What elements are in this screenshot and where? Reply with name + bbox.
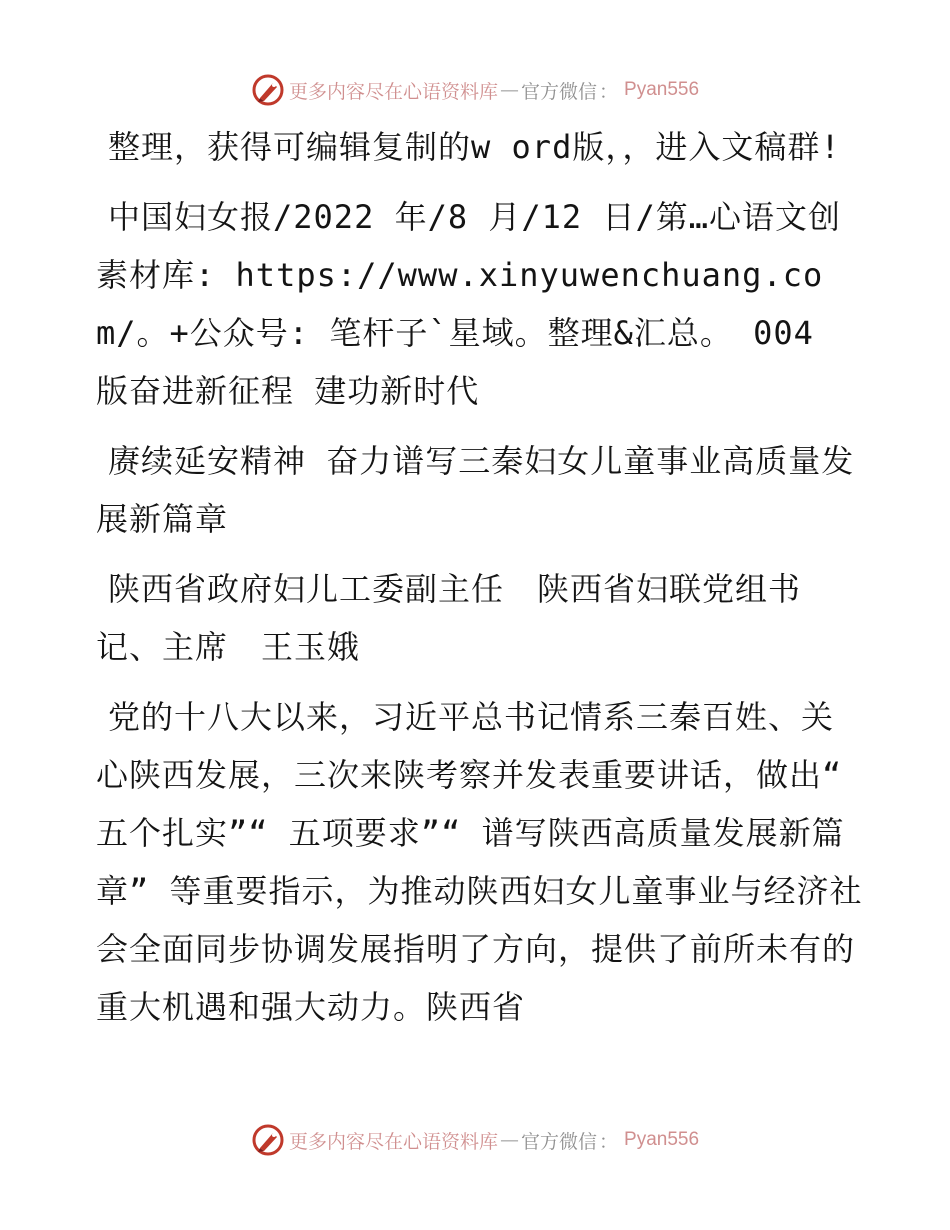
paragraph-body: 党的十八大以来，习近平总书记情系三秦百姓、关心陕西发展，三次来陕考察并发表重要讲话，做出“ 五个扎实”“ 五项要求”“ 谱写陕西高质量发展新篇章” 等重要指示，为推动陕西妇女儿童事业与经济社会全面同步协调发展指明了方向，提供了前所未有的重大机遇和强大动力。陕西省 (96, 698, 863, 1026)
banner-label: 更多内容尽在心语资料库 (288, 80, 498, 103)
paragraph-headline: 赓续延安精神 奋力谱写三秦妇女儿童事业高质量发展新篇章 (96, 442, 855, 538)
banner-wechat-label: 官方微信 (520, 1130, 597, 1153)
paragraph-source: 中国妇女报/2022 年/8 月/12 日/第…心语文创素材库: https://www.xinyuwenchuang.com/。+公众号: 笔杆子`星域。整理&汇总。 004 版奋进新征程 建功新时代 (96, 198, 841, 410)
header-watermark-banner (0, 70, 950, 110)
banner-separator: ： (599, 80, 619, 103)
banner-wechat-label: 官方微信 (520, 80, 597, 103)
pen-logo-icon (251, 73, 285, 107)
pen-logo-icon (251, 1123, 285, 1157)
paragraph-intro: 整理，获得可编辑复制的w ord版，，进入文稿群! (108, 128, 841, 166)
banner-account: Pyan556 (624, 79, 700, 100)
banner-account: Pyan556 (624, 1129, 700, 1150)
banner-separator: ： (599, 1130, 619, 1153)
document-body (96, 118, 866, 1048)
banner-label: 更多内容尽在心语资料库 (288, 1130, 498, 1153)
footer-watermark-banner (0, 1120, 950, 1160)
paragraph-byline: 陕西省政府妇儿工委副主任 陕西省妇联党组书记、主席 王玉娥 (96, 570, 802, 666)
banner-dash: — (499, 1129, 519, 1151)
banner-dash: — (499, 79, 519, 101)
